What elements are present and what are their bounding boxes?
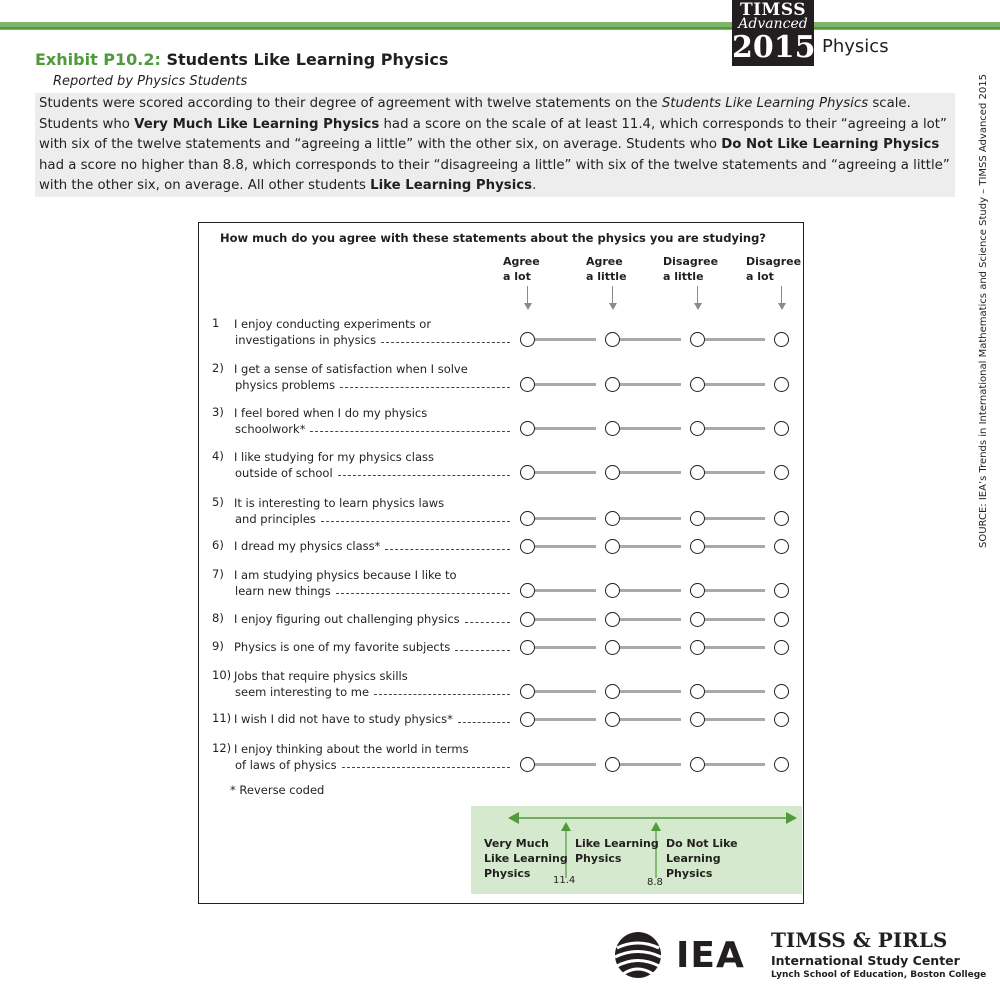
timss-pirls-title: TIMSS & PIRLS xyxy=(771,928,948,952)
badge-line1: TIMSS xyxy=(739,0,807,20)
legend-line: Physics xyxy=(484,867,531,880)
item-number: 11) xyxy=(212,711,232,725)
arrow-down-icon xyxy=(609,303,617,310)
arrow-stem xyxy=(781,286,782,304)
response-option-circle xyxy=(605,377,620,392)
column-header-line: a little xyxy=(586,270,627,283)
item-number: 10) xyxy=(212,668,232,682)
item-statement: Jobs that require physics skills xyxy=(234,669,408,683)
scale-bar xyxy=(620,338,681,341)
intro-scale-name: Students Like Learning Physics xyxy=(661,96,869,111)
response-option-circle xyxy=(774,465,789,480)
response-option-circle xyxy=(774,332,789,347)
arrow-down-icon xyxy=(694,303,702,310)
column-header xyxy=(586,254,627,284)
arrow-stem xyxy=(612,286,613,304)
item-number: 12) xyxy=(212,741,232,755)
leader-dashes xyxy=(381,342,510,343)
response-option-circle xyxy=(520,583,535,598)
questionnaire-title: How much do you agree with these statements about the physics you are studying? xyxy=(220,231,766,245)
leader-dashes xyxy=(336,593,510,594)
response-option-circle xyxy=(520,421,535,436)
scale-bar xyxy=(535,718,596,721)
legend-line: Very Much xyxy=(484,837,549,850)
item-number: 7) xyxy=(212,567,224,581)
scale-bar xyxy=(535,338,596,341)
response-option-circle xyxy=(690,332,705,347)
intro-paragraph xyxy=(35,93,955,197)
scale-bar xyxy=(535,471,596,474)
exhibit-number: Exhibit P10.2: xyxy=(35,50,161,69)
subject-label: Physics xyxy=(822,36,889,57)
response-option-circle xyxy=(774,511,789,526)
scale-bar xyxy=(620,690,681,693)
scale-bar xyxy=(705,338,765,341)
scale-bar xyxy=(535,618,596,621)
response-option-circle xyxy=(520,465,535,480)
study-center: International Study Center xyxy=(771,953,960,968)
scale-bar xyxy=(620,471,681,474)
item-statement: I like studying for my physics class xyxy=(234,450,434,464)
response-option-circle xyxy=(774,684,789,699)
leader-dashes xyxy=(458,722,510,723)
response-option-circle xyxy=(520,640,535,655)
item-statement: It is interesting to learn physics laws xyxy=(234,496,445,510)
response-option-circle xyxy=(690,465,705,480)
scale-bar xyxy=(620,618,681,621)
intro-text: scale. Students who xyxy=(39,96,911,132)
scale-bar xyxy=(705,545,765,548)
scale-bar xyxy=(705,690,765,693)
scale-bar xyxy=(535,427,596,430)
column-header-line: Agree xyxy=(586,255,623,268)
scale-bar xyxy=(620,517,681,520)
intro-category: Do Not Like Learning Physics xyxy=(721,137,940,152)
cut-arrow-icon xyxy=(651,822,661,831)
cut-score-2: 8.8 xyxy=(647,877,663,888)
response-option-circle xyxy=(690,712,705,727)
badge-line3: 2015 xyxy=(732,30,816,65)
item-statement: I get a sense of satisfaction when I solve xyxy=(234,362,468,376)
item-statement: I wish I did not have to study physics* xyxy=(234,712,453,726)
scale-bar xyxy=(705,718,765,721)
legend-line: Do Not Like xyxy=(666,837,738,850)
item-number: 2) xyxy=(212,361,224,375)
item-statement: physics problems xyxy=(235,378,336,392)
column-header-line: Disagree xyxy=(663,255,719,268)
scale-bar xyxy=(535,589,596,592)
leader-dashes xyxy=(385,549,510,550)
response-option-circle xyxy=(520,377,535,392)
cut-score-1: 11.4 xyxy=(553,875,576,886)
response-option-circle xyxy=(690,684,705,699)
response-option-circle xyxy=(690,640,705,655)
response-option-circle xyxy=(605,465,620,480)
response-option-circle xyxy=(690,612,705,627)
exhibit-title xyxy=(35,50,448,69)
arrow-down-icon xyxy=(524,303,532,310)
school-name: Lynch School of Education, Boston College xyxy=(771,970,987,980)
item-statement: I am studying physics because I like to xyxy=(234,568,457,582)
column-header xyxy=(663,254,718,284)
intro-text: had a score no higher than 8.8, which corresponds to their “disagreeing a little” with six of the twelve statements and “agreeing a little” with the other six, on average. All other students xyxy=(39,157,950,193)
response-option-circle xyxy=(605,684,620,699)
iea-globe-icon xyxy=(613,930,663,980)
scale-bar xyxy=(620,589,681,592)
item-statement: I enjoy conducting experiments or xyxy=(234,317,432,331)
item-number: 8) xyxy=(212,611,224,625)
response-option-circle xyxy=(520,612,535,627)
response-option-circle xyxy=(774,583,789,598)
column-header-line: a lot xyxy=(746,270,774,283)
item-statement: Physics is one of my favorite subjects xyxy=(234,640,451,654)
source-note: SOURCE: IEA’s Trends in International Mathematics and Science Study – TIMSS Advanced 2015 xyxy=(978,74,989,548)
scale-bar xyxy=(620,646,681,649)
leader-dashes xyxy=(455,650,510,651)
scale-bar xyxy=(705,646,765,649)
item-statement: schoolwork* xyxy=(235,422,306,436)
intro-text: had a score on the scale of at least 11.4, which corresponds to their “agreeing a lot” with six of the twelve statements and “agreeing a little” with the other six, on average. Students who xyxy=(39,116,947,152)
response-option-circle xyxy=(690,421,705,436)
item-number: 5) xyxy=(212,495,224,509)
response-option-circle xyxy=(690,539,705,554)
reverse-coded-note: * Reverse coded xyxy=(230,783,325,797)
intro-text: . xyxy=(532,178,537,193)
scale-bar xyxy=(620,383,681,386)
item-statement: learn new things xyxy=(235,584,331,598)
response-option-circle xyxy=(690,757,705,772)
intro-category: Like Learning Physics xyxy=(370,178,533,193)
item-statement: I dread my physics class* xyxy=(234,539,381,553)
response-option-circle xyxy=(774,712,789,727)
scale-bar xyxy=(535,517,596,520)
response-option-circle xyxy=(774,757,789,772)
column-header xyxy=(503,254,540,284)
response-option-circle xyxy=(605,583,620,598)
legend-line: Like Learning xyxy=(575,837,659,850)
response-option-circle xyxy=(605,539,620,554)
legend-line: Physics xyxy=(575,852,622,865)
scale-bar xyxy=(705,618,765,621)
item-statement: outside of school xyxy=(235,466,333,480)
item-statement: seem interesting to me xyxy=(235,685,370,699)
item-statement: investigations in physics xyxy=(235,333,377,347)
leader-dashes xyxy=(342,767,510,768)
response-option-circle xyxy=(605,612,620,627)
response-option-circle xyxy=(520,511,535,526)
item-number: 9) xyxy=(212,639,224,653)
response-option-circle xyxy=(774,421,789,436)
scale-bar xyxy=(535,763,596,766)
response-option-circle xyxy=(605,511,620,526)
arrow-stem xyxy=(697,286,698,304)
response-option-circle xyxy=(690,511,705,526)
scale-bar xyxy=(620,427,681,430)
item-statement: I enjoy figuring out challenging physics xyxy=(234,612,460,626)
scale-legend xyxy=(471,806,802,894)
item-statement: and principles xyxy=(235,512,316,526)
intro-text: Students were scored according to their degree of agreement with twelve statements on the xyxy=(39,96,662,111)
arrow-down-icon xyxy=(778,303,786,310)
legend-line: Physics xyxy=(666,867,713,880)
response-option-circle xyxy=(605,757,620,772)
cut-arrow-icon xyxy=(561,822,571,831)
response-option-circle xyxy=(605,421,620,436)
column-header xyxy=(746,254,801,284)
scale-bar xyxy=(705,471,765,474)
legend-line: Learning xyxy=(666,852,721,865)
item-statement: I enjoy thinking about the world in terms xyxy=(234,742,469,756)
scale-bar xyxy=(705,383,765,386)
header-rule-accent xyxy=(0,27,1000,29)
leader-dashes xyxy=(340,387,510,388)
scale-bar xyxy=(705,517,765,520)
response-option-circle xyxy=(774,612,789,627)
arrow-left-icon xyxy=(508,812,519,824)
intro-category: Very Much Like Learning Physics xyxy=(134,116,380,132)
column-header-line: a little xyxy=(663,270,704,283)
response-option-circle xyxy=(520,684,535,699)
reported-by: Reported by Physics Students xyxy=(53,74,248,89)
response-option-circle xyxy=(774,640,789,655)
leader-dashes xyxy=(321,521,510,522)
scale-bar xyxy=(620,718,681,721)
leader-dashes xyxy=(374,694,510,695)
response-option-circle xyxy=(690,583,705,598)
item-number: 6) xyxy=(212,538,224,552)
response-option-circle xyxy=(605,332,620,347)
leader-dashes xyxy=(310,431,510,432)
response-option-circle xyxy=(774,377,789,392)
exhibit-name: Students Like Learning Physics xyxy=(166,50,449,69)
leader-dashes xyxy=(465,622,510,623)
leader-dashes xyxy=(338,475,510,476)
iea-logo-text: IEA xyxy=(676,935,745,976)
timss-advanced-logo xyxy=(732,0,814,66)
response-option-circle xyxy=(605,640,620,655)
legend-line: Like Learning xyxy=(484,852,568,865)
scale-bar xyxy=(620,763,681,766)
scale-bar xyxy=(535,545,596,548)
response-option-circle xyxy=(605,712,620,727)
item-number: 4) xyxy=(212,449,224,463)
legend-like xyxy=(575,836,659,866)
arrow-stem xyxy=(527,286,528,304)
arrow-right-icon xyxy=(786,812,797,824)
response-option-circle xyxy=(774,539,789,554)
item-number: 1 xyxy=(212,316,220,330)
response-option-circle xyxy=(690,377,705,392)
badge-line2: Advanced xyxy=(738,16,808,32)
response-option-circle xyxy=(520,712,535,727)
column-header-line: a lot xyxy=(503,270,531,283)
item-number: 3) xyxy=(212,405,224,419)
scale-bar xyxy=(705,427,765,430)
scale-bar xyxy=(535,646,596,649)
scale-bar xyxy=(620,545,681,548)
response-option-circle xyxy=(520,757,535,772)
scale-bar xyxy=(535,383,596,386)
item-statement: of laws of physics xyxy=(235,758,337,772)
scale-bar xyxy=(535,690,596,693)
scale-bar xyxy=(705,763,765,766)
column-header-line: Agree xyxy=(503,255,540,268)
scale-bar xyxy=(705,589,765,592)
item-statement: I feel bored when I do my physics xyxy=(234,406,428,420)
response-option-circle xyxy=(520,332,535,347)
legend-do-not-like xyxy=(666,836,738,881)
response-option-circle xyxy=(520,539,535,554)
column-header-line: Disagree xyxy=(746,255,802,268)
